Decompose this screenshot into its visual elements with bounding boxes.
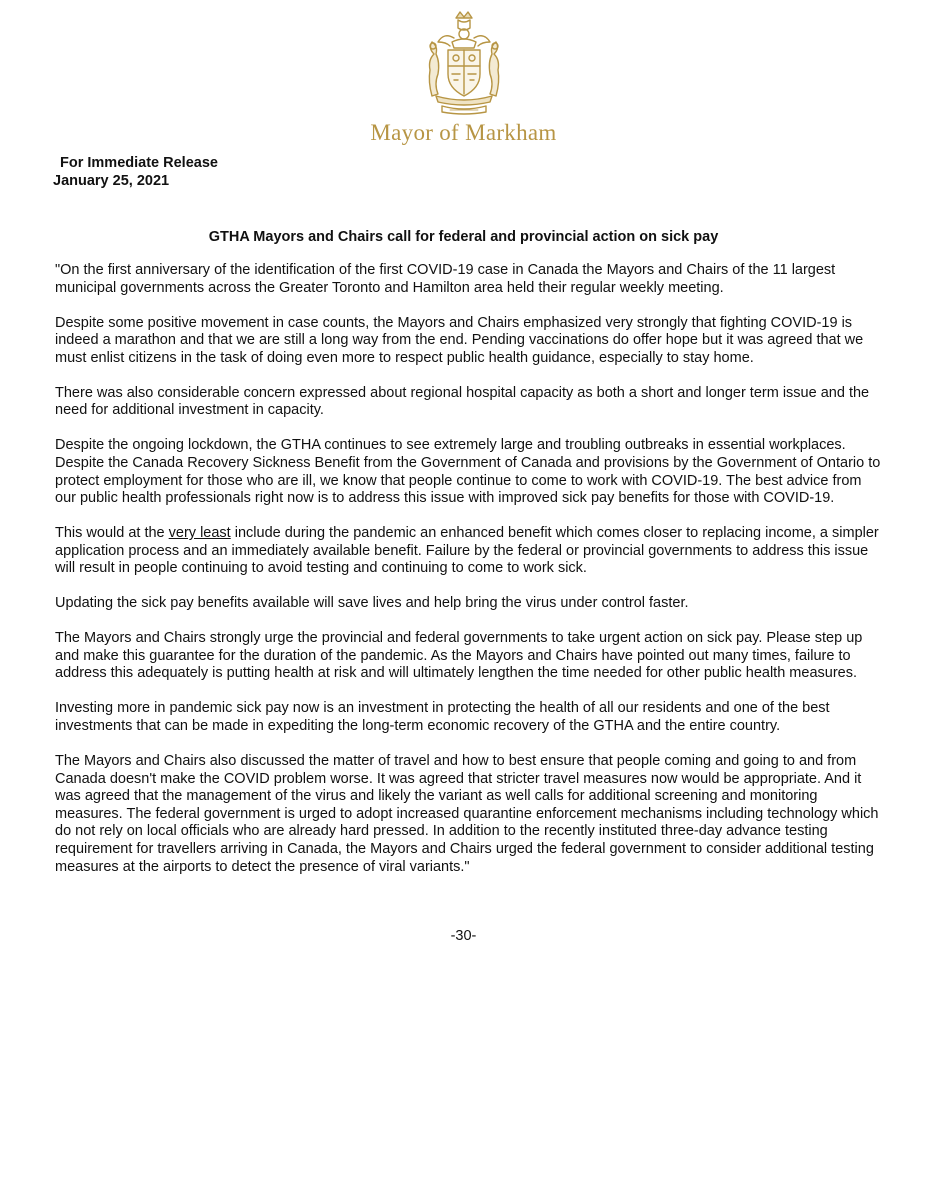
paragraph-5: [55, 525, 885, 578]
paragraph-1: "On the first anniversary of the identification of the first COVID-19 case in Canada the Mayors and Chairs of the 11 largest municipal governments across the Greater Toronto and Hamilton area held their regular weekly meeting.: [55, 262, 836, 296]
emphasis-very-least: very least: [168, 525, 231, 542]
paragraph-5-end: include during the pandemic an enhanced benefit which comes closer to replacing income, a simpler application process and an immediately available benefit. Failure by the federal or provincial governments to address this issue will result in people continuing to avoid testing and continuing to come to work sick.: [55, 525, 879, 577]
coat-of-arms-icon: [414, 8, 514, 116]
paragraph-4: Despite the ongoing lockdown, the GTHA continues to see extremely large and troubling outbreaks in essential workplaces. Despite the Canada Recovery Sickness Benefit from the Government of Canada and provisions by the Government of Ontario to protect employment for those who are ill, we know that people continue to come to work with COVID-19. The best advice from our public health professionals right now is to address this issue with improved sick pay benefits for those with COVID-19.: [55, 437, 881, 507]
paragraph-9: The Mayors and Chairs also discussed the matter of travel and how to best ensure that people coming and going to and from Canada doesn't make the COVID problem worse. It was agreed that stricter travel measures now would be appropriate. And it was agreed that the management of the virus and likely the variant as well calls for additional screening and monitoring measures. The federal government is urged to adopt increased quarantine enforcement mechanisms including technology which do not rely on local officials who are already hard pressed. In addition to the recently instituted three-day advance testing requirement for travellers arriving in Canada, the Mayors and Chairs urged the federal government to consider additional testing measures at the airports to detect the presence of viral variants.": [55, 753, 879, 875]
paragraph-6: Updating the sick pay benefits available will save lives and help bring the virus under control faster.: [55, 595, 689, 612]
headline: GTHA Mayors and Chairs call for federal and provincial action on sick pay: [208, 229, 719, 245]
paragraph-3: There was also considerable concern expressed about regional hospital capacity as both a short and longer term issue and the need for additional investment in capacity.: [55, 384, 870, 419]
release-info: [53, 154, 218, 190]
end-mark: -30-: [450, 928, 477, 944]
paragraph-2: Despite some positive movement in case counts, the Mayors and Chairs emphasized very strongly that fighting COVID-19 is indeed a marathon and that we are still a long way from the end. Pending vaccinations do offer hope but it was agreed that we must enlist citizens in the task of doing even more to respect public health guidance, especially to stay home.: [55, 314, 864, 366]
paragraph-8: Investing more in pandemic sick pay now is an investment in protecting the health of all our residents and one of the best investments that can be made in expediting the long-term economic recovery of the GTHA and the entire country.: [55, 700, 830, 735]
office-name: Mayor of Markham: [370, 120, 557, 145]
paragraph-7: The Mayors and Chairs strongly urge the provincial and federal governments to take urgent action on sick pay. Please step up and make this guarantee for the duration of the pandemic. As the Mayors and Chairs have pointed out many times, failure to address this adequately is putting health at risk and will ultimately lengthen the time needed for other public health measures.: [55, 630, 863, 682]
release-label: For Immediate Release: [60, 155, 218, 171]
release-date: January 25, 2021: [53, 173, 170, 189]
paragraph-5-start: This would at the: [55, 525, 169, 542]
letterhead: [0, 8, 927, 146]
press-release-body: [55, 262, 885, 894]
